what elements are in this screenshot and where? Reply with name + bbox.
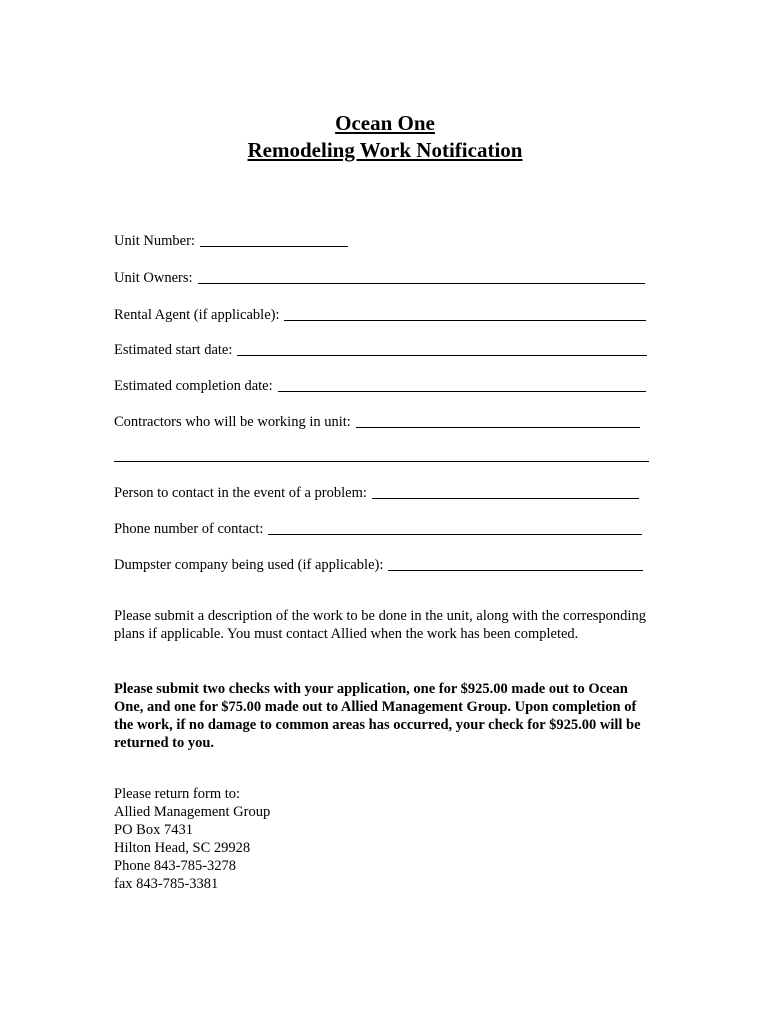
unit-owners-label: Unit Owners: [114,270,193,286]
contractors-label: Contractors who will be working in unit: [114,414,351,430]
return-intro: Please return form to: [114,786,241,802]
contractors-extra-line[interactable] [114,460,649,462]
form-title [0,110,770,136]
completion-date-row [114,375,646,395]
start-date-field[interactable] [237,341,647,356]
rental-agent-row [114,304,646,324]
unit-owners-field[interactable] [198,269,645,284]
form-title-text: Ocean One [335,111,435,135]
return-fax: fax 843-785-3381 [114,876,219,892]
rental-agent-label: Rental Agent (if applicable): [114,307,280,323]
contractors-row [114,411,640,431]
form-subtitle [0,137,770,163]
contractors-field[interactable] [356,413,640,428]
form-subtitle-text: Remodeling Work Notification [247,138,523,162]
contact-phone-label: Phone number of contact: [114,521,264,537]
contact-phone-field[interactable] [268,520,642,535]
description-instructions: Please submit a description of the work to be done in the unit, along with the corresponding plans if applicable. You must contact Allied when the work has been completed. [114,608,646,642]
return-company: Allied Management Group [114,804,271,820]
dumpster-row [114,554,643,574]
dumpster-field[interactable] [388,556,643,571]
rental-agent-field[interactable] [284,306,646,321]
completion-date-label: Estimated completion date: [114,378,273,394]
return-address [114,785,270,893]
unit-number-label: Unit Number: [114,233,195,249]
checks-instructions: Please submit two checks with your application, one for $925.00 made out to Ocean One, and one for $75.00 made out to Allied Management Group. Upon completion of the work, if no damage to common areas has occurred, your check for $925.00 will be returned to you. [114,681,641,751]
dumpster-label: Dumpster company being used (if applicable): [114,557,384,573]
contact-person-row [114,482,639,502]
completion-date-field[interactable] [278,377,646,392]
unit-number-field[interactable] [200,232,348,247]
start-date-row [114,339,647,359]
unit-owners-row [114,267,645,287]
return-phone: Phone 843-785-3278 [114,858,237,874]
contact-person-label: Person to contact in the event of a problem: [114,485,367,501]
contact-phone-row [114,518,642,538]
return-city: Hilton Head, SC 29928 [114,840,251,856]
unit-number-row [114,230,348,250]
start-date-label: Estimated start date: [114,342,233,358]
contact-person-field[interactable] [372,484,639,499]
return-po-box: PO Box 7431 [114,822,193,838]
